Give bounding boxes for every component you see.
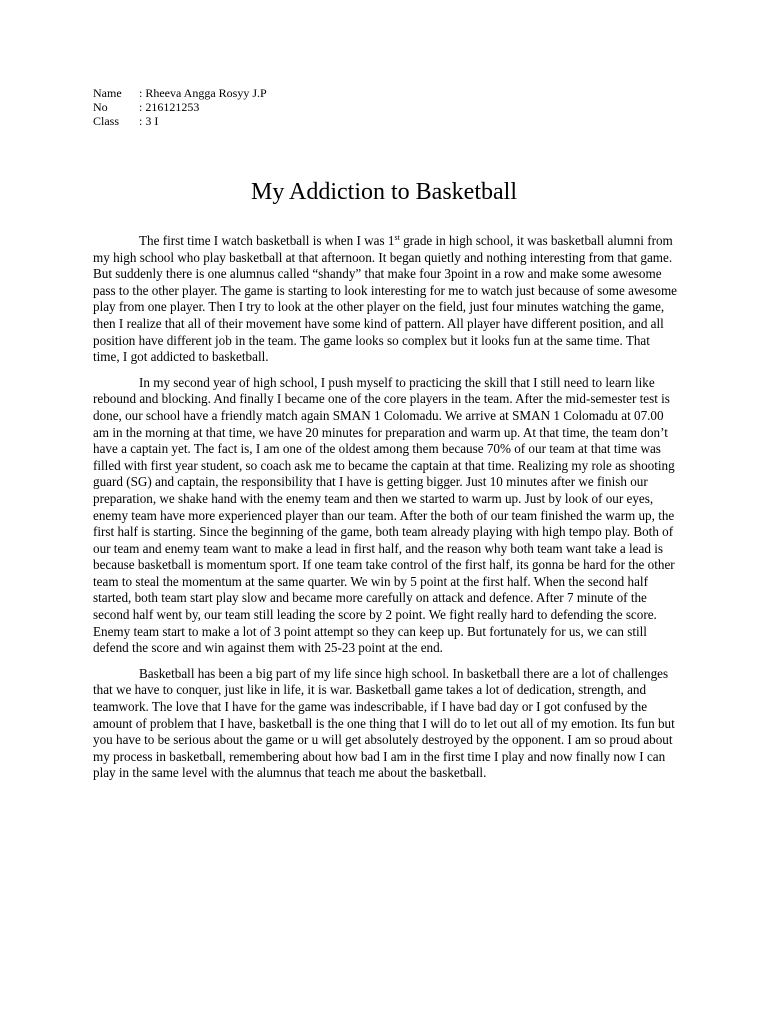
class-value: : 3 I (139, 114, 159, 128)
number-label: No (93, 100, 108, 114)
name-row (93, 86, 267, 100)
class-row (93, 114, 267, 128)
paragraph-1-rest: grade in high school, it was basketball alumni from my high school who play basketball at that afternoon. It began quietly and nothing interesting from that game. But suddenly there is one alumnus called “shandy” that make four 3point in a row and make some awesome pass to the other player. The game is starting to look interesting for me to watch just because of some awesome play from one player. Then I try to look at the other player on the field, just four minutes watching the game, then I realize that all of their movement have some kind of pattern. All player have different position, and all position have different job in the team. The game looks so complex but it looks fun at the same time. That time, I got addicted to basketball. (93, 233, 678, 365)
student-info-header (93, 86, 267, 128)
essay-title: My Addiction to Basketball (251, 179, 517, 205)
essay-body (93, 233, 677, 791)
paragraph-1-start: The first time I watch basketball is when I was 1 (139, 233, 395, 248)
name-label: Name (93, 86, 122, 100)
paragraph-1 (93, 233, 677, 366)
number-row (93, 100, 267, 114)
paragraph-3: Basketball has been a big part of my life since high school. In basketball there are a lot of challenges that we have to conquer, just like in life, it is war. Basketball game takes a lot of dedication, strength, and teamwork. The love that I have for the game was indescribable, if I have bad day or I got confused by the amount of problem that I have, basketball is the one thing that I will do to let out all of my emotion. Its fun but you have to be serious about the game or u will get absolutely destroyed by the opponent. I am so proud about my process in basketball, remembering about how bad I am in the first time I play and now finally now I can play in the same level with the alumnus that teach me about the basketball. (93, 665, 675, 781)
paragraph-2: In my second year of high school, I push myself to practicing the skill that I still need to learn like rebound and blocking. And finally I became one of the core players in the team. After the mid-semester test is done, our school have a friendly match again SMAN 1 Colomadu. We arrive at SMAN 1 Colomadu at 07.00 am in the morning at that time, we have 20 minutes for preparation and warm up. At that time, the team don’t have a captain yet. The fact is, I am one of the oldest among them because 70% of our team at that time was filled with first year student, so coach ask me to became the captain at that time. Realizing my role as shooting guard (SG) and captain, the responsibility that I have is getting bigger. Just 10 minutes after we finish our preparation, we shake hand with the enemy team and then we started to warm up. Just by look of our eyes, enemy team have more experienced player than our team. After the both of our team finished the warm up, the first half is starting. Since the beginning of the game, both team already playing with high tempo play. Both of our team and enemy team want to make a lead in first half, and the reason why both team want take a lead is because basketball is momentum sport. If one team take control of the first half, its gonna be hard for the other team to steal the momentum at the same quarter. We win by 5 point at the first half. When the second half started, both team start play slow and became more carefully on attack and defence. After 7 minute of the second half went by, our team still leading the score by 2 point. We fight really hard to defending the score. Enemy team start to make a lot of 3 point attempt so they can keep up. But fortunately for us, we can still defend the score and win against them with 25-23 point at the end. (93, 374, 675, 656)
name-value: : Rheeva Angga Rosyy J.P (139, 86, 267, 100)
class-label: Class (93, 114, 120, 128)
number-value: : 216121253 (139, 100, 200, 114)
ordinal-superscript: st (394, 233, 400, 242)
